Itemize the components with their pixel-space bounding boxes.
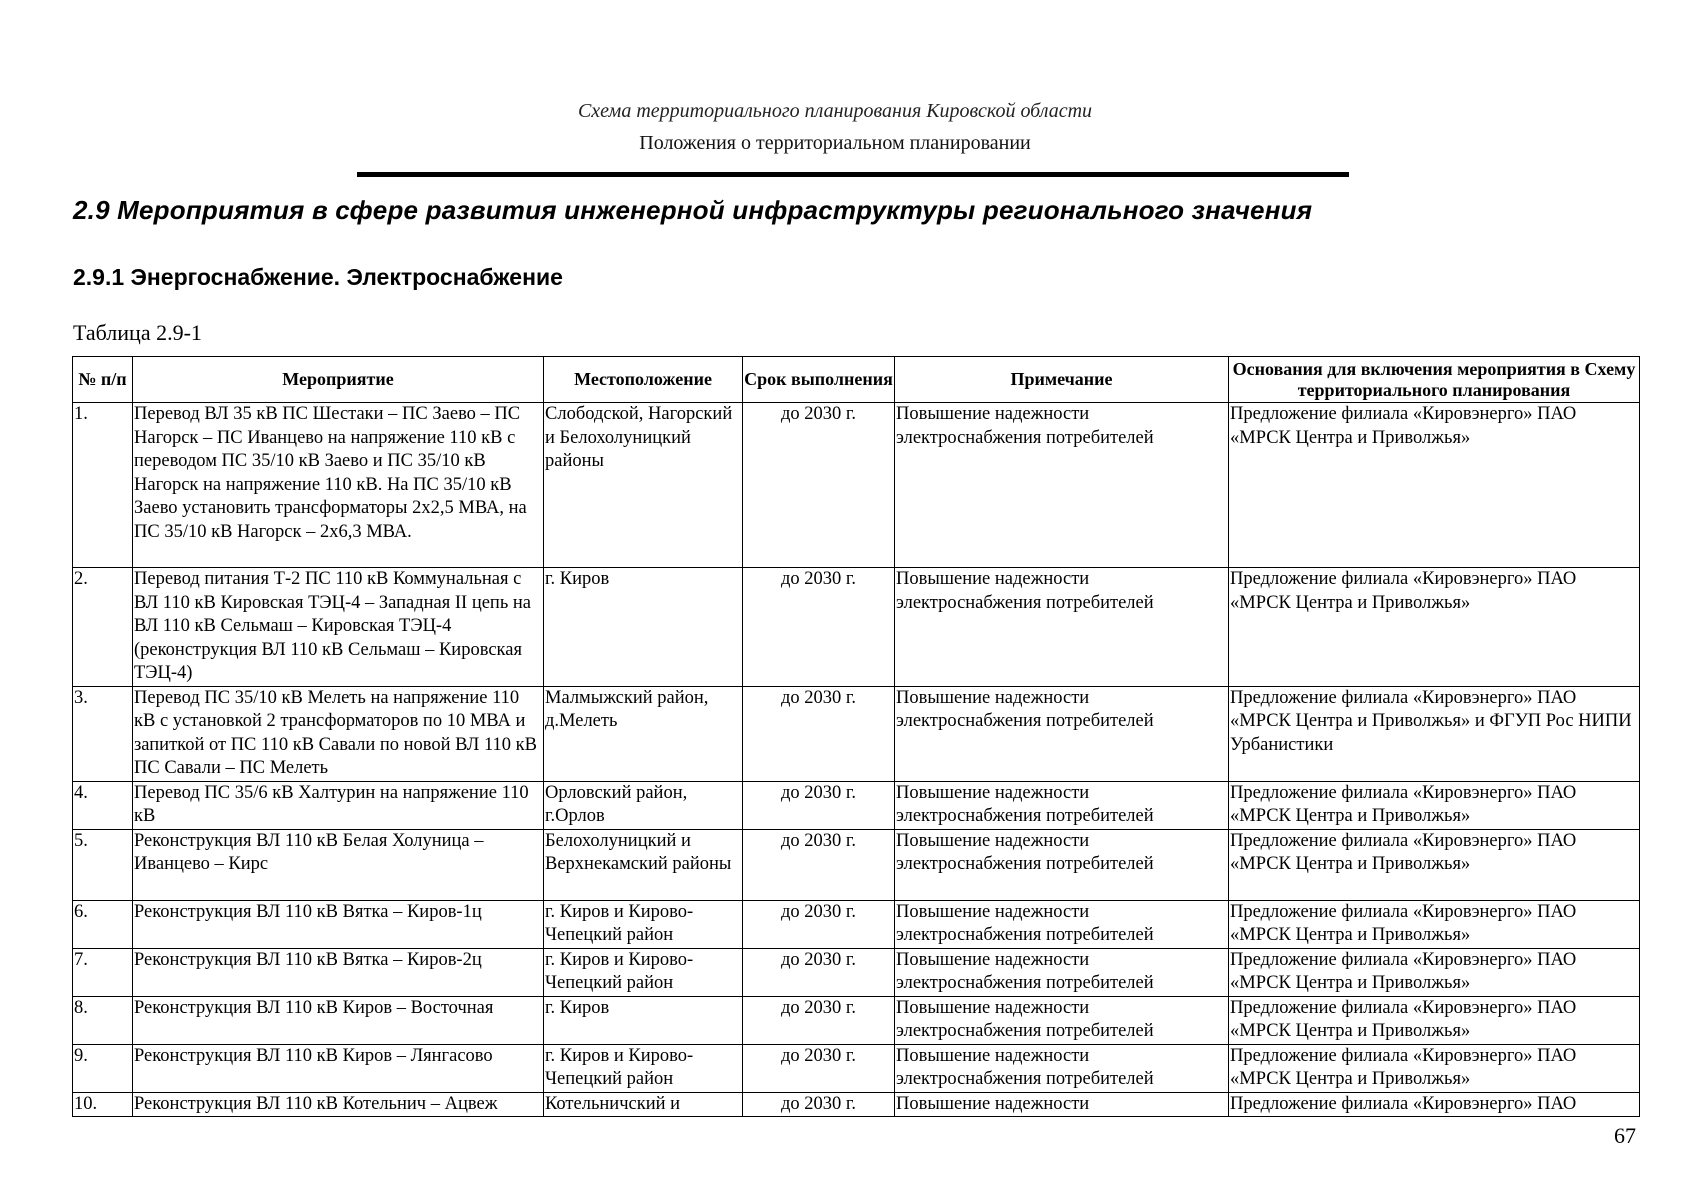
cell-num: 3. [73, 686, 133, 781]
header-rule [357, 172, 1349, 177]
cell-term: до 2030 г. [743, 781, 895, 829]
table-row [73, 781, 1640, 829]
cell-measure: Перевод ПС 35/10 кВ Мелеть на напряжение 110 кВ с установкой 2 трансформаторов по 10 МВА и запиткой от ПС 110 кВ Савали по новой ВЛ 110 кВ ПС Савали – ПС Мелеть [133, 686, 544, 781]
cell-location: Котельничский и [544, 1092, 743, 1117]
table-row [73, 403, 1640, 568]
cell-term: до 2030 г. [743, 568, 895, 687]
header-num: № п/п [73, 357, 133, 403]
cell-location: Орловский район, г.Орлов [544, 781, 743, 829]
table-row [73, 829, 1640, 900]
cell-location: г. Киров [544, 568, 743, 687]
cell-num: 9. [73, 1044, 133, 1092]
cell-num: 10. [73, 1092, 133, 1117]
cell-note: Повышение надежности [895, 1092, 1229, 1117]
cell-measure: Реконструкция ВЛ 110 кВ Вятка – Киров-1ц [133, 900, 544, 948]
cell-location: Белохолуницкий и Верхнекамский районы [544, 829, 743, 900]
cell-basis: Предложение филиала «Кировэнерго» ПАО «МРСК Центра и Приволжья» и ФГУП Рос НИПИ Урбанистики [1229, 686, 1640, 781]
cell-measure: Реконструкция ВЛ 110 кВ Котельнич – Ацвеж [133, 1092, 544, 1117]
cell-note: Повышение надежности электроснабжения потребителей [895, 829, 1229, 900]
measures-table [72, 356, 1640, 1117]
header-location: Местоположение [544, 357, 743, 403]
cell-term: до 2030 г. [743, 686, 895, 781]
cell-num: 4. [73, 781, 133, 829]
cell-measure: Перевод ПС 35/6 кВ Халтурин на напряжение 110 кВ [133, 781, 544, 829]
cell-basis: Предложение филиала «Кировэнерго» ПАО [1229, 1092, 1640, 1117]
table-row [73, 1044, 1640, 1092]
cell-term: до 2030 г. [743, 900, 895, 948]
cell-term: до 2030 г. [743, 1044, 895, 1092]
table-row [73, 568, 1640, 687]
cell-note: Повышение надежности электроснабжения потребителей [895, 403, 1229, 568]
cell-measure: Реконструкция ВЛ 110 кВ Киров – Восточная [133, 996, 544, 1044]
cell-note: Повышение надежности электроснабжения потребителей [895, 996, 1229, 1044]
cell-basis: Предложение филиала «Кировэнерго» ПАО «МРСК Центра и Приволжья» [1229, 403, 1640, 568]
cell-note: Повышение надежности электроснабжения потребителей [895, 568, 1229, 687]
cell-note: Повышение надежности электроснабжения потребителей [895, 900, 1229, 948]
header-measure: Мероприятие [133, 357, 544, 403]
table-body [73, 403, 1640, 1117]
cell-num: 6. [73, 900, 133, 948]
table-caption: Таблица 2.9-1 [73, 320, 202, 345]
header-term: Срок выполнения [743, 357, 895, 403]
cell-measure: Реконструкция ВЛ 110 кВ Киров – Лянгасово [133, 1044, 544, 1092]
cell-measure: Реконструкция ВЛ 110 кВ Белая Холуница – Иванцево – Кирс [133, 829, 544, 900]
cell-note: Повышение надежности электроснабжения потребителей [895, 686, 1229, 781]
cell-num: 2. [73, 568, 133, 687]
cell-measure: Перевод ВЛ 35 кВ ПС Шестаки – ПС Заево – ПС Нагорск – ПС Иванцево на напряжение 110 кВ с переводом ПС 35/10 кВ Заево и ПС 35/10 кВ Нагорск на напряжение 110 кВ. На ПС 35/10 кВ Заево установить трансформаторы 2х2,5 МВА, на ПС 35/10 кВ Нагорск – 2х6,3 МВА. [133, 403, 544, 568]
document-title: Схема территориального планирования Кировской области [577, 100, 1093, 122]
cell-measure: Перевод питания Т-2 ПС 110 кВ Коммунальная с ВЛ 110 кВ Кировская ТЭЦ-4 – Западная II цепь на ВЛ 110 кВ Сельмаш – Кировская ТЭЦ-4 (реконструкция ВЛ 110 кВ Сельмаш – Кировская ТЭЦ-4) [133, 568, 544, 687]
page-number: 67 [1614, 1123, 1636, 1148]
cell-note: Повышение надежности электроснабжения потребителей [895, 781, 1229, 829]
cell-measure: Реконструкция ВЛ 110 кВ Вятка – Киров-2ц [133, 948, 544, 996]
cell-term: до 2030 г. [743, 403, 895, 568]
table-row [73, 900, 1640, 948]
cell-basis: Предложение филиала «Кировэнерго» ПАО «МРСК Центра и Приволжья» [1229, 781, 1640, 829]
cell-location: Слободской, Нагорский и Белохолуницкий районы [544, 403, 743, 568]
header-basis: Основания для включения мероприятия в Схему территориального планирования [1229, 357, 1640, 403]
cell-term: до 2030 г. [743, 996, 895, 1044]
table-row [73, 948, 1640, 996]
cell-num: 5. [73, 829, 133, 900]
cell-basis: Предложение филиала «Кировэнерго» ПАО «МРСК Центра и Приволжья» [1229, 1044, 1640, 1092]
cell-note: Повышение надежности электроснабжения потребителей [895, 1044, 1229, 1092]
cell-num: 7. [73, 948, 133, 996]
cell-term: до 2030 г. [743, 1092, 895, 1117]
cell-num: 1. [73, 403, 133, 568]
cell-basis: Предложение филиала «Кировэнерго» ПАО «МРСК Центра и Приволжья» [1229, 568, 1640, 687]
cell-basis: Предложение филиала «Кировэнерго» ПАО «МРСК Центра и Приволжья» [1229, 948, 1640, 996]
cell-location: г. Киров [544, 996, 743, 1044]
document-subtitle: Положения о территориальном планировании [639, 132, 1031, 154]
cell-term: до 2030 г. [743, 948, 895, 996]
table-header-row [73, 357, 1640, 403]
header-note: Примечание [895, 357, 1229, 403]
table-row [73, 686, 1640, 781]
cell-basis: Предложение филиала «Кировэнерго» ПАО «МРСК Центра и Приволжья» [1229, 900, 1640, 948]
cell-location: Малмыжский район, д.Мелеть [544, 686, 743, 781]
cell-location: г. Киров и Кирово-Чепецкий район [544, 948, 743, 996]
subsection-title: 2.9.1 Энергоснабжение. Электроснабжение [73, 264, 563, 290]
cell-num: 8. [73, 996, 133, 1044]
cell-basis: Предложение филиала «Кировэнерго» ПАО «МРСК Центра и Приволжья» [1229, 829, 1640, 900]
cell-location: г. Киров и Кирово-Чепецкий район [544, 1044, 743, 1092]
table-row [73, 996, 1640, 1044]
table-row [73, 1092, 1640, 1117]
section-title: 2.9 Мероприятия в сфере развития инженерной инфраструктуры регионального значения [73, 195, 1313, 225]
cell-note: Повышение надежности электроснабжения потребителей [895, 948, 1229, 996]
cell-term: до 2030 г. [743, 829, 895, 900]
cell-basis: Предложение филиала «Кировэнерго» ПАО «МРСК Центра и Приволжья» [1229, 996, 1640, 1044]
cell-location: г. Киров и Кирово-Чепецкий район [544, 900, 743, 948]
